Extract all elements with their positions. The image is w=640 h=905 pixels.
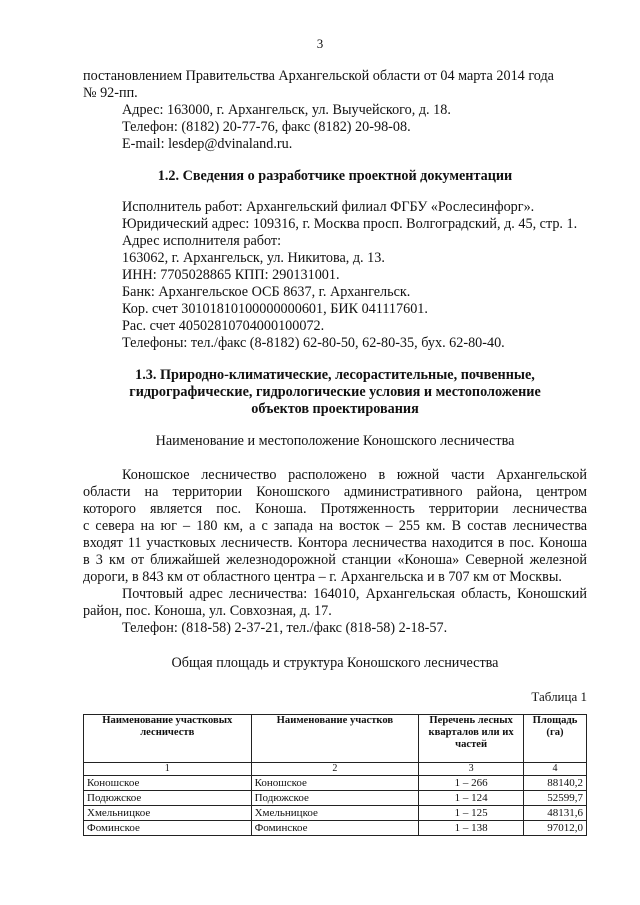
developer-line: Адрес исполнителя работ: [122,233,282,249]
forestry-structure-table [83,714,587,836]
postal-address-line: Почтовый адрес лесничества: 164010, Архангельская область, Коношский [122,586,587,602]
table-cell: 48131,6 [524,806,587,821]
page-number: 3 [316,36,324,51]
table-cell: Коношское [251,776,419,791]
table-row [84,776,587,791]
intro-line-1: постановлением Правительства Архангельской области от 04 марта 2014 года [83,68,554,84]
table-header-cell: Площадь (га) [524,715,587,763]
paragraph-line: входят 11 участковых лесничеств. Контора лесничества находится в пос. Коноша [83,535,587,551]
section-1-3-heading: гидрографические, гидрологические условия и местоположение [129,384,541,400]
paragraph-line: с севера на юг – 180 км, а с запада на восток – 255 км. В состав лесничества [83,518,587,534]
paragraph-line: Коношское лесничество расположено в южной части Архангельской [122,467,587,483]
section-1-3-heading: объектов проектирования [251,401,419,417]
section-1-2-heading: 1.2. Сведения о разработчике проектной документации [157,168,513,184]
developer-line: Исполнитель работ: Архангельский филиал ФГБУ «Рослесинфорг». [122,199,535,215]
table-cell: 1 – 125 [419,806,524,821]
column-number: 3 [419,763,524,776]
table-title: Общая площадь и структура Коношского лесничества [171,655,499,671]
ministry-phone: Телефон: (8182) 20-77-76, факс (8182) 20-98-08. [122,119,411,135]
table-cell: 88140,2 [524,776,587,791]
section-1-3-heading: 1.3. Природно-климатические, лесорастительные, почвенные, [135,367,535,383]
table-cell: Коношское [84,776,252,791]
developer-line: Рас. счет 40502810704000100072. [122,318,325,334]
postal-address-line: район, пос. Коноша, ул. Совхозная, д. 17. [83,603,332,619]
developer-line: ИНН: 7705028865 КПП: 290131001. [122,267,340,283]
table-header-cell: Наименование участков [251,715,419,763]
intro-line-2: № 92-пп. [83,85,138,101]
table-cell: Фоминское [251,821,419,836]
developer-line: Кор. счет 30101810100000000601, БИК 041117601. [122,301,428,317]
table-cell: Фоминское [84,821,252,836]
table-row [84,806,587,821]
table-column-numbers-row [84,763,587,776]
column-number: 1 [84,763,252,776]
column-number: 4 [524,763,587,776]
forestry-phone: Телефон: (818-58) 2-37-21, тел./факс (818-58) 2-18-57. [122,620,448,636]
table-cell: Хмельницкое [84,806,252,821]
table-cell: Подюжское [84,791,252,806]
table-label: Таблица 1 [531,689,587,704]
table-row [84,821,587,836]
developer-line: Банк: Архангельское ОСБ 8637, г. Архангельск. [122,284,411,300]
ministry-address: Адрес: 163000, г. Архангельск, ул. Выучейского, д. 18. [122,102,451,118]
table-cell: 97012,0 [524,821,587,836]
table-cell: 1 – 138 [419,821,524,836]
paragraph-line: которого является пос. Коноша. Протяженность территории лесничества [83,501,587,517]
table-cell: 1 – 124 [419,791,524,806]
table-cell: 1 – 266 [419,776,524,791]
paragraph-line: области на территории Коношского административного района, центром [83,484,587,500]
column-number: 2 [251,763,419,776]
developer-line: 163062, г. Архангельск, ул. Никитова, д. 13. [122,250,385,266]
table-cell: Хмельницкое [251,806,419,821]
table-cell: Подюжское [251,791,419,806]
table-cell: 52599,7 [524,791,587,806]
location-subheading: Наименование и местоположение Коношского лесничества [155,433,515,449]
developer-line: Телефоны: тел./факс (8-8182) 62-80-50, 62-80-35, бух. 62-80-40. [122,335,505,351]
developer-line: Юридический адрес: 109316, г. Москва просп. Волгоградский, д. 45, стр. 1. [122,216,578,232]
table-header-row [84,715,587,763]
ministry-email: E-mail: lesdep@dvinaland.ru. [122,136,293,152]
table-header-cell: Наименование участковых лесничеств [84,715,252,763]
paragraph-line: в 3 км от ближайшей железнодорожной станции «Коноша» Северной железной [83,552,587,568]
paragraph-line: дороги, в 843 км от областного центра – г. Архангельска и в 707 км от Москвы. [83,569,562,585]
table-header-cell: Перечень лесных кварталов или их частей [419,715,524,763]
table-row [84,791,587,806]
